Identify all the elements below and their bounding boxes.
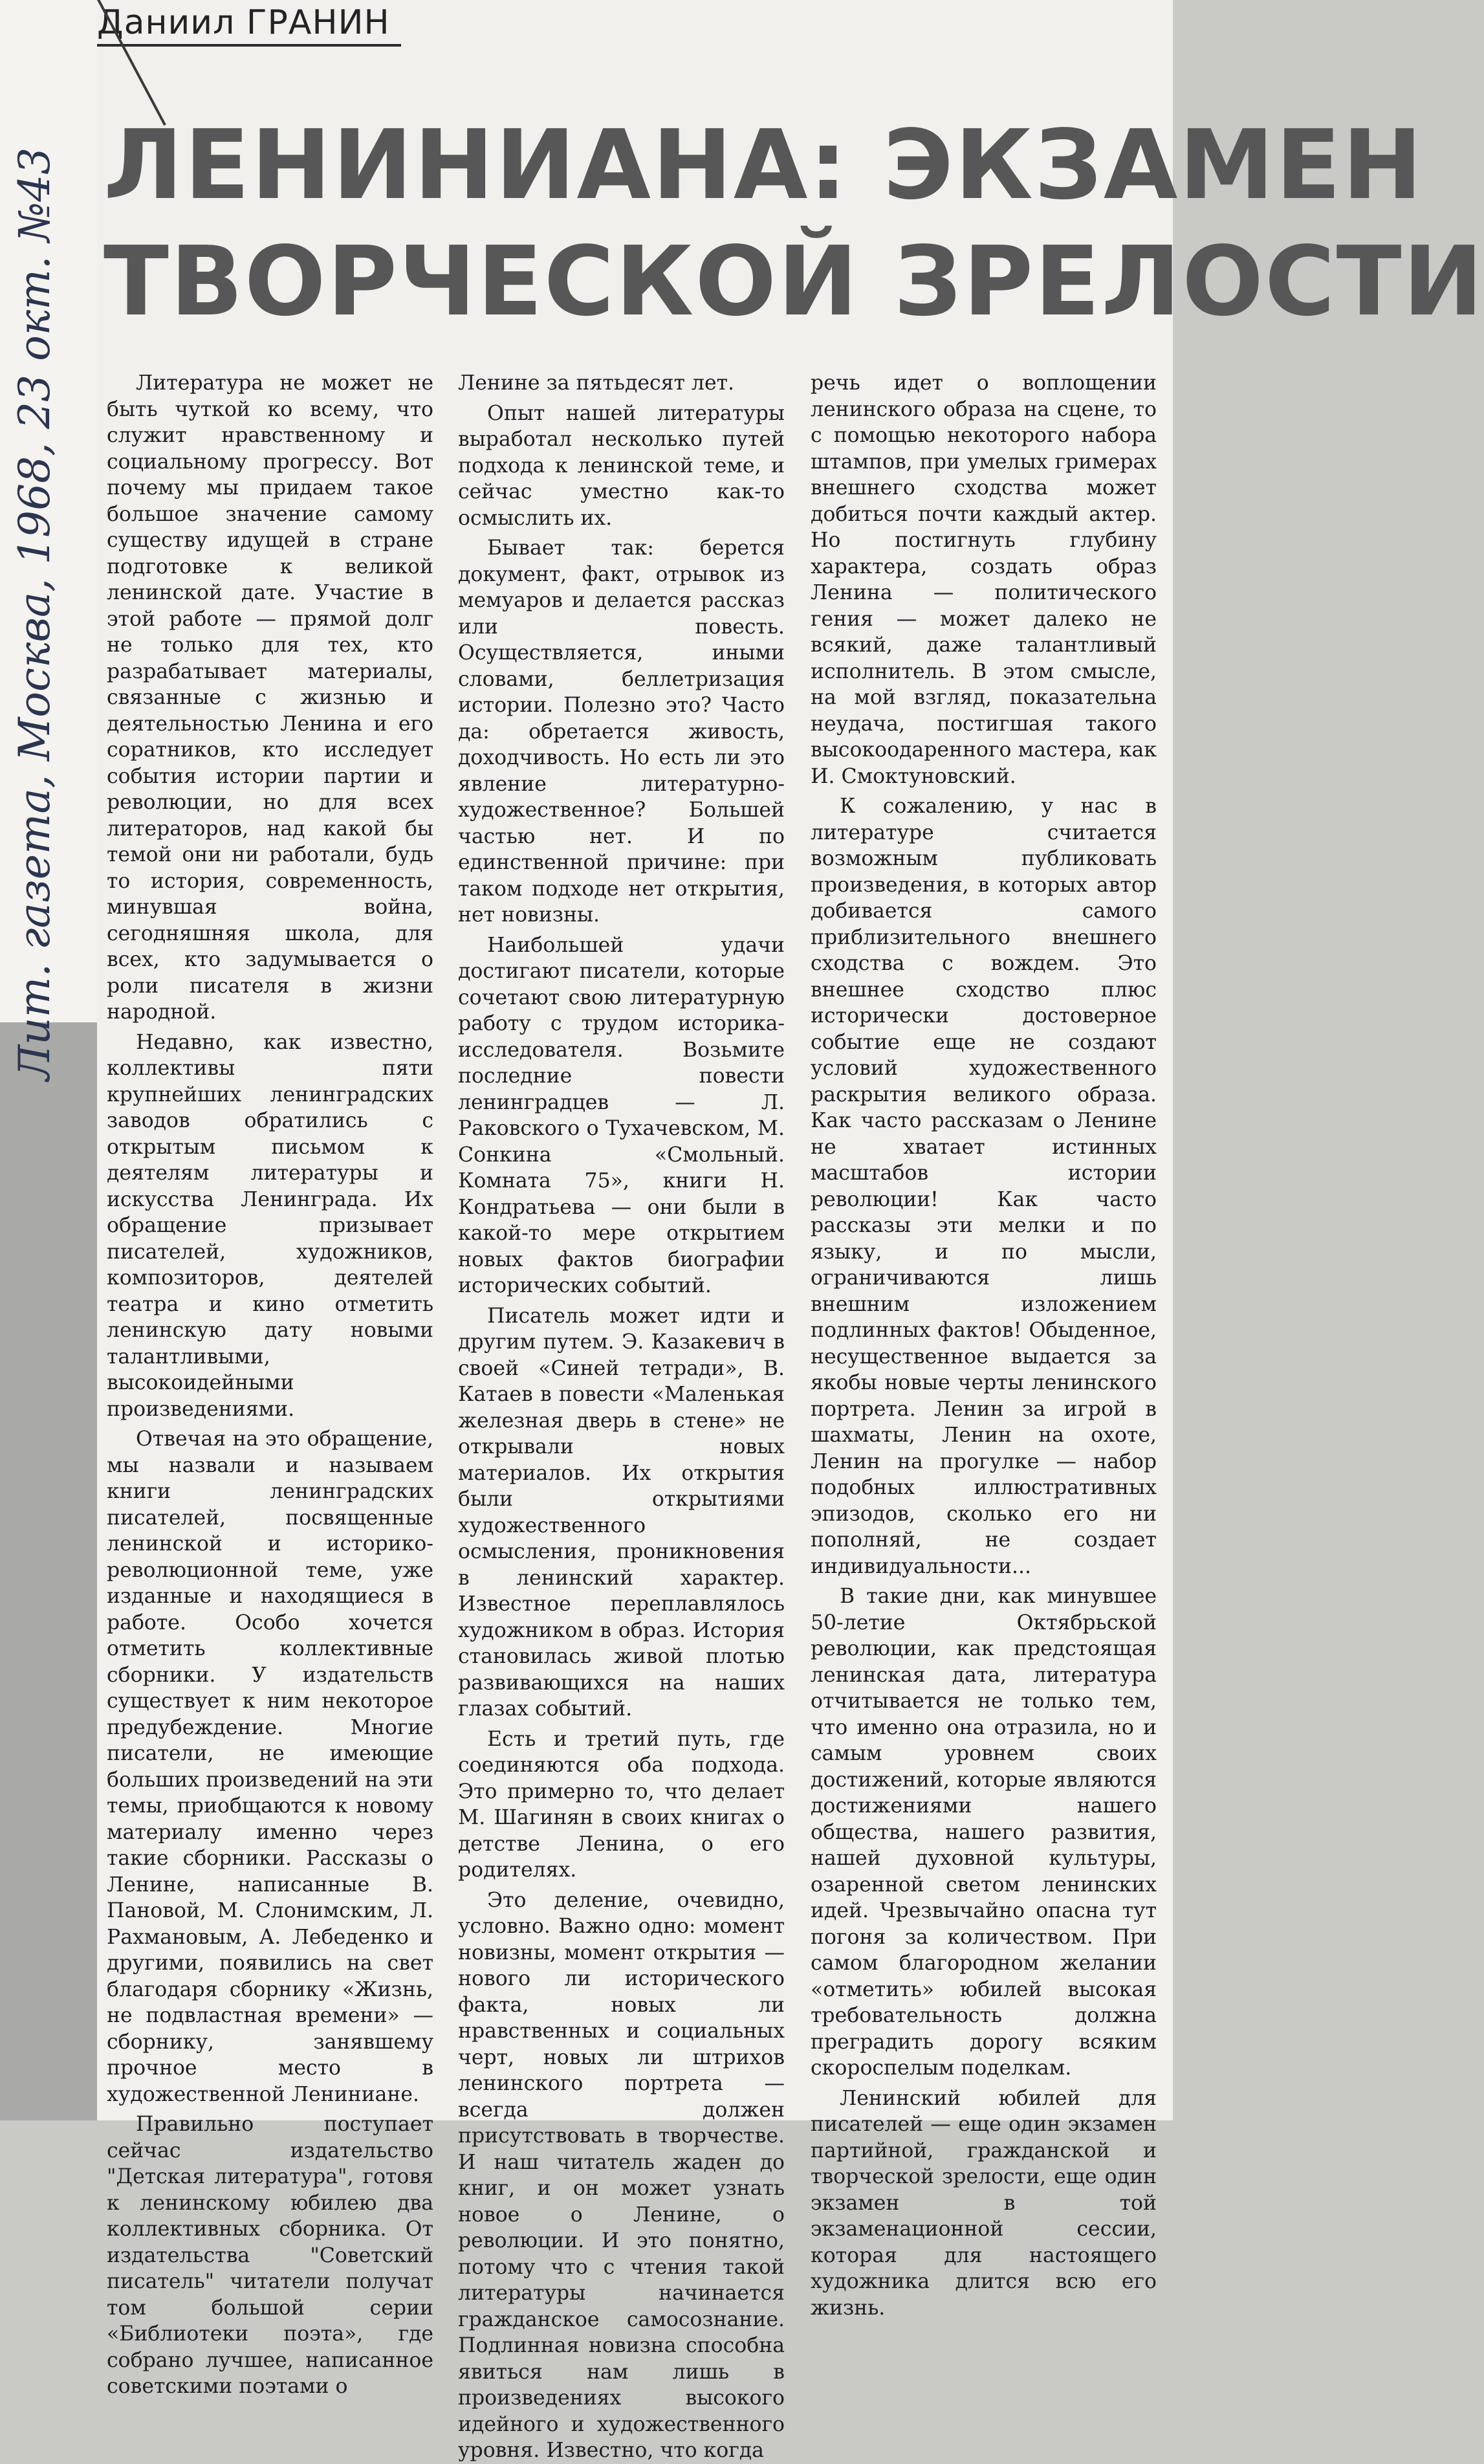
paragraph: В такие дни, как минувшее 50-летие Октябрьской революции, как предстоящая ленинская дата, литература отчитывается не только тем, что именно она отразила, но и самым уровнем своих достижений, которые являются достижениями нашего общества, нашего развития, нашей духовной культуры, озаренной светом ленинских идей. Чрезвычайно опасна тут погоня за количеством. При самом благородном желании «отметить» юбилей высокая требовательность должна преградить дорогу всяким скороспелым поделкам. xyxy=(811,1585,1157,2080)
paragraph: Опыт нашей литературы выработал несколько путей подхода к ленинской теме, и сейчас уместно как-то осмыслить их. xyxy=(458,401,785,530)
headline-line-1: ЛЕНИНИАНА: ЭКЗАМЕН xyxy=(104,109,1424,221)
paragraph: Писатель может идти и другим путем. Э. Казакевич в своей «Синей тетради», В. Катаев в повести «Маленькая железная дверь в стене» не открывали новых материалов. Их открытия были открытиями художественного осмысления, проникновения в ленинский характер. Известное переплавлялось художником в образ. История становилась живой плотью развивающихся на наших глазах событий. xyxy=(458,1304,785,1721)
background-strip xyxy=(0,1022,97,2120)
paragraph: Литература не может не быть чуткой ко всему, что служит нравственному и социальному прогрессу. Вот почему мы придаем такое большое значение самому существу идущей в стране подготовке к великой ленинской дате. Участие в этой работе — прямой долг не только для тех, кто разрабатывает материалы, связанные с жизнью и деятельностью Ленина и его соратников, кто исследует события истории партии и революции, но для всех литераторов, над какой бы темой они ни работали, будь то история, современность, минувшая война, сегодняшняя школа, для всех, кто задумывается о роли писателя в жизни народной. xyxy=(107,371,433,1024)
paragraph: Ленинский юбилей для писателей — еще один экзамен партийной, гражданской и творческой зрелости, еще один экзамен в той экзаменационной сессии, которая для настоящего художника длится всю его жизнь. xyxy=(811,2086,1157,2320)
paragraph: Ленине за пятьдесят лет. xyxy=(458,371,735,395)
headline-line-2: ТВОРЧЕСКОЙ ЗРЕЛОСТИ xyxy=(104,226,1484,337)
paragraph: Бывает так: берется документ, факт, отрывок из мемуаров и делается рассказ или повесть. Осуществляется, иными словами, беллетризация истории. Полезно это? Часто да: обретается живость, доходчивость. Но есть ли это явление литературно-художественное? Большей частью нет. И по единственной причине: при таком подходе нет открытия, нет новизны. xyxy=(458,536,785,927)
paragraph: Наибольшей удачи достигают писатели, которые сочетают свою литературную работу с трудом историка-исследователя. Возьмите последние повести ленинградцев — Л. Раковского о Тухачевском, М. Сонкина «Смольный. Комната 75», книги Н. Кондратьева — они были в какой-то мере открытием новых фактов биографии исторических событий. xyxy=(458,933,785,1297)
author-name: Даниил ГРАНИН xyxy=(97,3,390,42)
paragraph: Отвечая на это обращение, мы назвали и называем книги ленинградских писателей, посвященные ленинской и историко-революционной теме, уже изданные и находящиеся в работе. Особо хочется отметить коллективные сборники. У издательств существует к ним некоторое предубеждение. Многие писатели, не имеющие больших произведений на эти темы, приобщаются к новому материалу именно через такие сборники. Рассказы о Ленине, написанные В. Пановой, М. Слонимским, Л. Рахмановым, А. Лебеденко и другими, появились на свет благодаря сборнику «Жизнь, не подвластная времени» — сборнику, занявшему прочное место в художественной Лениниане. xyxy=(107,1427,433,2106)
paragraph: Это деление, очевидно, условно. Важно одно: момент новизны, момент открытия — нового ли исторического факта, новых ли нравственных и социальных черт, новых ли штрихов ленинского портрета — всегда должен присутствовать в творчестве. И наш читатель жаден до книг, и он может узнать новое о Ленине, о революции. И это понятно, потому что с чтения такой литературы начинается гражданское самосознание. Подлинная новизна способна явиться нам лишь в произведениях высокого идейного и художественного уровня. Известно, что когда xyxy=(458,1888,785,2462)
paragraph: речь идет о воплощении ленинского образа на сцене, то с помощью некоторого набора штампов, при умелых гримерах внешнего сходства может добиться почти каждый актер. Но постигнуть глубину характера, создать образ Ленина — политического гения — может далеко не всякий, даже талантливый исполнитель. В этом смысле, на мой взгляд, показательна неудача, постигшая такого высокоодаренного мастера, как И. Смоктуновский. xyxy=(811,371,1157,788)
paragraph: Недавно, как известно, коллективы пяти крупнейших ленинградских заводов обратились с открытым письмом к деятелям литературы и искусства Ленинграда. Их обращение призывает писателей, художников, композиторов, деятелей театра и кино отметить ленинскую дату новыми талантливыми, высокоидейными произведениями. xyxy=(107,1030,433,1421)
paragraph: К сожалению, у нас в литературе считается возможным публиковать произведения, в которых автор добивается самого приблизительного внешнего сходства с вождем. Это внешнее сходство плюс исторически достоверное событие еще не создают условий художественного раскрытия великого образа. Как часто рассказам о Ленине не хватает истинных масштабов истории революции! Как часто рассказы эти мелки и по языку, и по мысли, ограничиваются лишь внешним изложением подлинных фактов! Обыденное, несущественное выдается за якобы новые черты ленинского портрета. Ленин за игрой в шахматы, Ленин на охоте, Ленин на прогулке — набор подобных иллюстративных эпизодов, сколько его ни пополняй, не создает индивидуальности... xyxy=(811,795,1157,1578)
paragraph: Правильно поступает сейчас издательство "Детская литература", готовя к ленинскому юбилею два коллективных сборника. От издательства "Советский писатель" читатели получат том большой серии «Библиотеки поэта», где собрано лучшее, написанное советскими поэтами о xyxy=(107,2113,433,2398)
article-column-3 xyxy=(811,370,1157,2320)
paragraph: Есть и третий путь, где соединяются оба подхода. Это примерно то, что делает М. Шагинян в своих книгах о детстве Ленина, о его родителях. xyxy=(458,1727,785,1882)
headline xyxy=(104,107,1484,346)
author-underline xyxy=(97,44,401,47)
article-column-2 xyxy=(458,370,785,2462)
handwritten-source-note: Лит. газета, Москва, 1968, 23 окт. №43 xyxy=(10,147,60,1081)
article-column-1 xyxy=(107,370,433,2398)
